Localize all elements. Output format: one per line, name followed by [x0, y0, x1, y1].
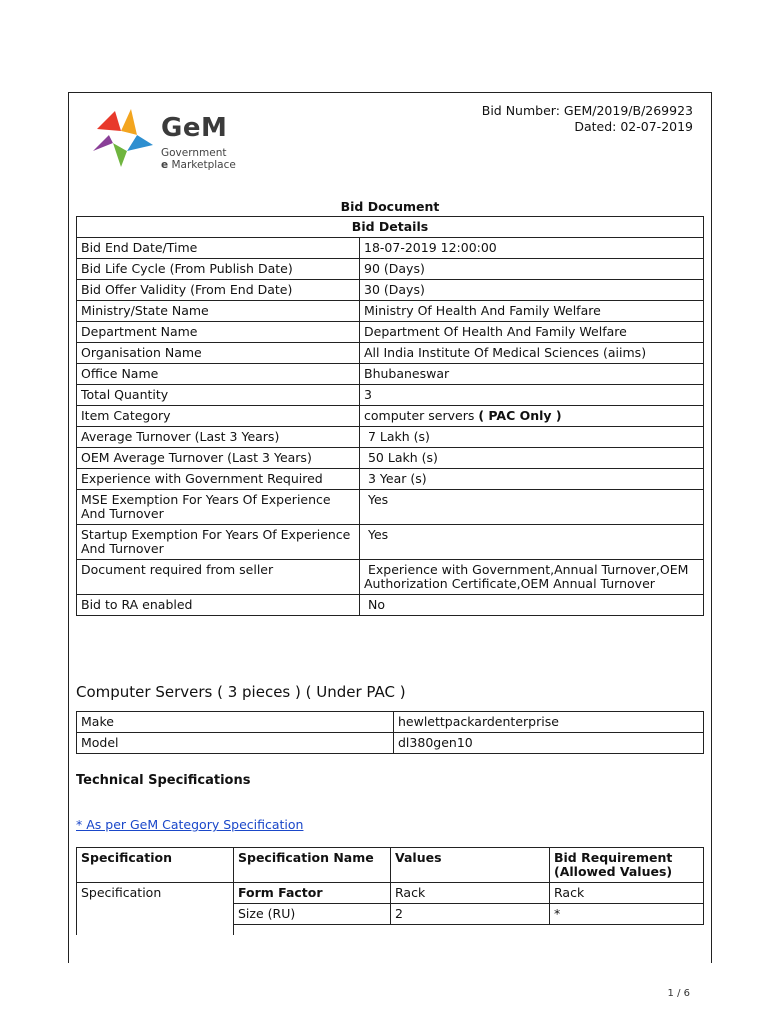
bid-detail-label: Bid to RA enabled	[77, 595, 360, 616]
page-number: 1 / 6	[667, 988, 690, 999]
spec-name: Form Factor	[234, 883, 391, 904]
bid-detail-value: No	[360, 595, 704, 616]
bid-date: Dated: 02-07-2019	[574, 119, 693, 134]
spec-value: Rack	[391, 883, 550, 904]
bid-detail-label: MSE Exemption For Years Of Experience And Turnover	[77, 490, 360, 525]
gem-category-spec-link[interactable]: * As per GeM Category Specification	[76, 817, 304, 832]
product-row	[77, 733, 704, 754]
bid-detail-value: computer servers ( PAC Only )	[360, 406, 704, 427]
spacer	[391, 925, 550, 936]
spec-name: Size (RU)	[234, 904, 391, 925]
bid-number: Bid Number: GEM/2019/B/269923	[481, 103, 693, 118]
bid-detail-value: 50 Lakh (s)	[360, 448, 704, 469]
bid-detail-label: Organisation Name	[77, 343, 360, 364]
bid-detail-value: Experience with Government,Annual Turnover,OEM Authorization Certificate,OEM Annual Turnover	[360, 560, 704, 595]
bid-detail-row	[77, 259, 704, 280]
bid-detail-value: 18-07-2019 12:00:00	[360, 238, 704, 259]
bid-detail-row	[77, 427, 704, 448]
bid-detail-value: 90 (Days)	[360, 259, 704, 280]
col-specification: Specification	[77, 848, 234, 883]
bid-detail-value: 7 Lakh (s)	[360, 427, 704, 448]
brand-name: GeM	[161, 113, 228, 143]
bid-detail-label: Department Name	[77, 322, 360, 343]
bid-header	[482, 103, 693, 135]
bid-detail-row	[77, 595, 704, 616]
product-label: Make	[77, 712, 394, 733]
gem-star-icon	[91, 105, 155, 169]
spec-requirement: Rack	[550, 883, 704, 904]
product-table	[76, 711, 704, 754]
col-values: Values	[391, 848, 550, 883]
product-row	[77, 712, 704, 733]
bid-detail-row	[77, 406, 704, 427]
product-value: hewlettpackardenterprise	[394, 712, 704, 733]
bid-detail-label: Ministry/State Name	[77, 301, 360, 322]
bid-detail-label: Startup Exemption For Years Of Experience And Turnover	[77, 525, 360, 560]
col-specification-name: Specification Name	[234, 848, 391, 883]
bid-detail-value: 30 (Days)	[360, 280, 704, 301]
bid-detail-row	[77, 280, 704, 301]
spec-requirement: *	[550, 904, 704, 925]
spec-row	[77, 883, 704, 904]
bid-detail-label: Bid Offer Validity (From End Date)	[77, 280, 360, 301]
bid-detail-row	[77, 490, 704, 525]
product-heading: Computer Servers ( 3 pieces ) ( Under PAC )	[76, 683, 406, 701]
bid-detail-value: 3	[360, 385, 704, 406]
bid-detail-label: Document required from seller	[77, 560, 360, 595]
bid-detail-row	[77, 469, 704, 490]
product-label: Model	[77, 733, 394, 754]
bid-detail-label: Bid Life Cycle (From Publish Date)	[77, 259, 360, 280]
brand-line1: Government	[161, 147, 227, 159]
bid-detail-row	[77, 448, 704, 469]
spacer	[550, 925, 704, 936]
bid-detail-label: Experience with Government Required	[77, 469, 360, 490]
spec-group: Specification	[77, 883, 234, 936]
spec-value: 2	[391, 904, 550, 925]
product-value: dl380gen10	[394, 733, 704, 754]
bid-detail-value: Ministry Of Health And Family Welfare	[360, 301, 704, 322]
bid-detail-value: Yes	[360, 525, 704, 560]
bid-detail-label: Total Quantity	[77, 385, 360, 406]
bid-detail-label: Bid End Date/Time	[77, 238, 360, 259]
bid-detail-row	[77, 385, 704, 406]
tech-spec-heading: Technical Specifications	[76, 773, 251, 788]
gem-logo	[91, 103, 261, 173]
bid-details-table	[76, 216, 704, 616]
bid-detail-row	[77, 560, 704, 595]
bid-detail-value: 3 Year (s)	[360, 469, 704, 490]
bid-detail-row	[77, 322, 704, 343]
bid-detail-value: Department Of Health And Family Welfare	[360, 322, 704, 343]
bid-detail-value: All India Institute Of Medical Sciences (aiims)	[360, 343, 704, 364]
bid-detail-value: Bhubaneswar	[360, 364, 704, 385]
bid-details-heading: Bid Details	[77, 217, 704, 238]
bid-detail-label: Office Name	[77, 364, 360, 385]
document-title: Bid Document	[340, 199, 440, 214]
bid-detail-row	[77, 364, 704, 385]
bid-detail-row	[77, 238, 704, 259]
bid-detail-label: OEM Average Turnover (Last 3 Years)	[77, 448, 360, 469]
bid-detail-row	[77, 525, 704, 560]
spacer	[234, 925, 391, 936]
col-bid-requirement: Bid Requirement (Allowed Values)	[550, 848, 704, 883]
bid-detail-label: Item Category	[77, 406, 360, 427]
bid-detail-row	[77, 301, 704, 322]
bid-detail-row	[77, 343, 704, 364]
document-page	[68, 92, 712, 963]
tech-spec-table	[76, 847, 704, 935]
bid-detail-label: Average Turnover (Last 3 Years)	[77, 427, 360, 448]
brand-line2: e Marketplace	[161, 159, 236, 171]
bid-detail-value: Yes	[360, 490, 704, 525]
pac-only-badge: ( PAC Only )	[478, 408, 562, 423]
